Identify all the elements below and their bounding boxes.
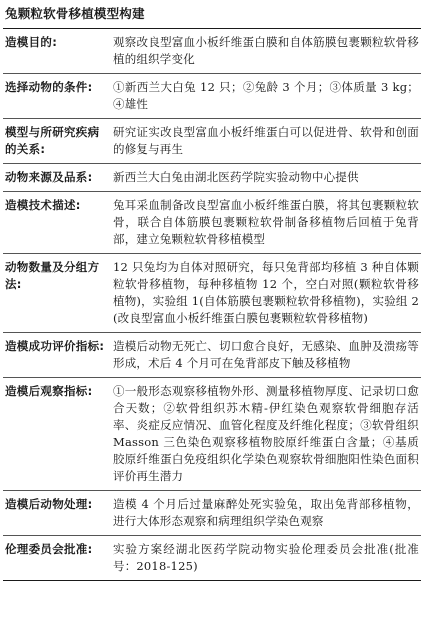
row-value: 研究证实改良型富血小板纤维蛋白可以促进骨、软骨和创面的修复与再生: [113, 119, 421, 164]
row-label: 动物数量及分组方法:: [3, 254, 113, 333]
row-value: 实验方案经湖北医药学院动物实验伦理委员会批准(批准号：2018-125): [113, 536, 421, 581]
row-value: 新西兰大白兔由湖北医药学院实验动物中心提供: [113, 164, 421, 192]
table-row-ethics-approval: [3, 536, 421, 581]
row-label: 造模后动物处理:: [3, 491, 113, 536]
table-row-observation-indicators: [3, 378, 421, 491]
row-value: 12 只兔均为自体对照研究，每只兔背部均移植 3 种自体颗粒软骨移植物，每种移植物 12 个，空白对照(颗粒软骨移植物)，实验组 1(自体筋膜包裹颗粒软骨移植物)，实验组 2(改良型富血小板纤维蛋白膜包裹颗粒软骨移植物): [113, 254, 421, 333]
row-label: 造模成功评价指标:: [3, 333, 113, 378]
table-row-post-modeling-handling: [3, 491, 421, 536]
row-label: 造模后观察指标:: [3, 378, 113, 491]
row-label: 伦理委员会批准:: [3, 536, 113, 581]
table-row-purpose: [3, 29, 421, 74]
row-label: 模型与所研究疾病的关系:: [3, 119, 113, 164]
row-value: 造模后动物无死亡、切口愈合良好，无感染、血肿及溃疡等形成，术后 4 个月可在兔背部皮下触及移植物: [113, 333, 421, 378]
model-spec-table: [3, 29, 421, 581]
table-row-animal-source: [3, 164, 421, 192]
row-value: 兔耳采血制备改良型富血小板纤维蛋白膜，将其包裹颗粒软骨，联合自体筋膜包裹颗粒软骨制备移植物后回植于兔背部，建立兔颗粒软骨移植模型: [113, 192, 421, 254]
row-label: 造模技术描述:: [3, 192, 113, 254]
row-value: ①一般形态观察移植物外形、测量移植物厚度、记录切口愈合天数；②软骨组织苏木精-伊红染色观察软骨细胞存活率、炎症反应情况、血管化程度及纤维化程度；③软骨组织 Masson 三色染色观察移植物胶原纤维蛋白含量；④基质胶原纤维蛋白免疫组织化学染色观察软骨细胞阳性染色面积评价再生潜力: [113, 378, 421, 491]
table-row-model-disease-relation: [3, 119, 421, 164]
table-row-success-criteria: [3, 333, 421, 378]
table-row-grouping: [3, 254, 421, 333]
table-title: 兔颗粒软骨移植模型构建: [3, 0, 421, 29]
row-label: 造模目的:: [3, 29, 113, 74]
row-label: 选择动物的条件:: [3, 74, 113, 119]
row-value: ①新西兰大白兔 12 只；②兔龄 3 个月；③体质量 3 kg；④雄性: [113, 74, 421, 119]
table-row-technique: [3, 192, 421, 254]
row-label: 动物来源及品系:: [3, 164, 113, 192]
table-row-animal-conditions: [3, 74, 421, 119]
row-value: 造模 4 个月后过量麻醉处死实验兔，取出兔背部移植物，进行大体形态观察和病理组织学染色观察: [113, 491, 421, 536]
row-value: 观察改良型富血小板纤维蛋白膜和自体筋膜包裹颗粒软骨移植的组织学变化: [113, 29, 421, 74]
